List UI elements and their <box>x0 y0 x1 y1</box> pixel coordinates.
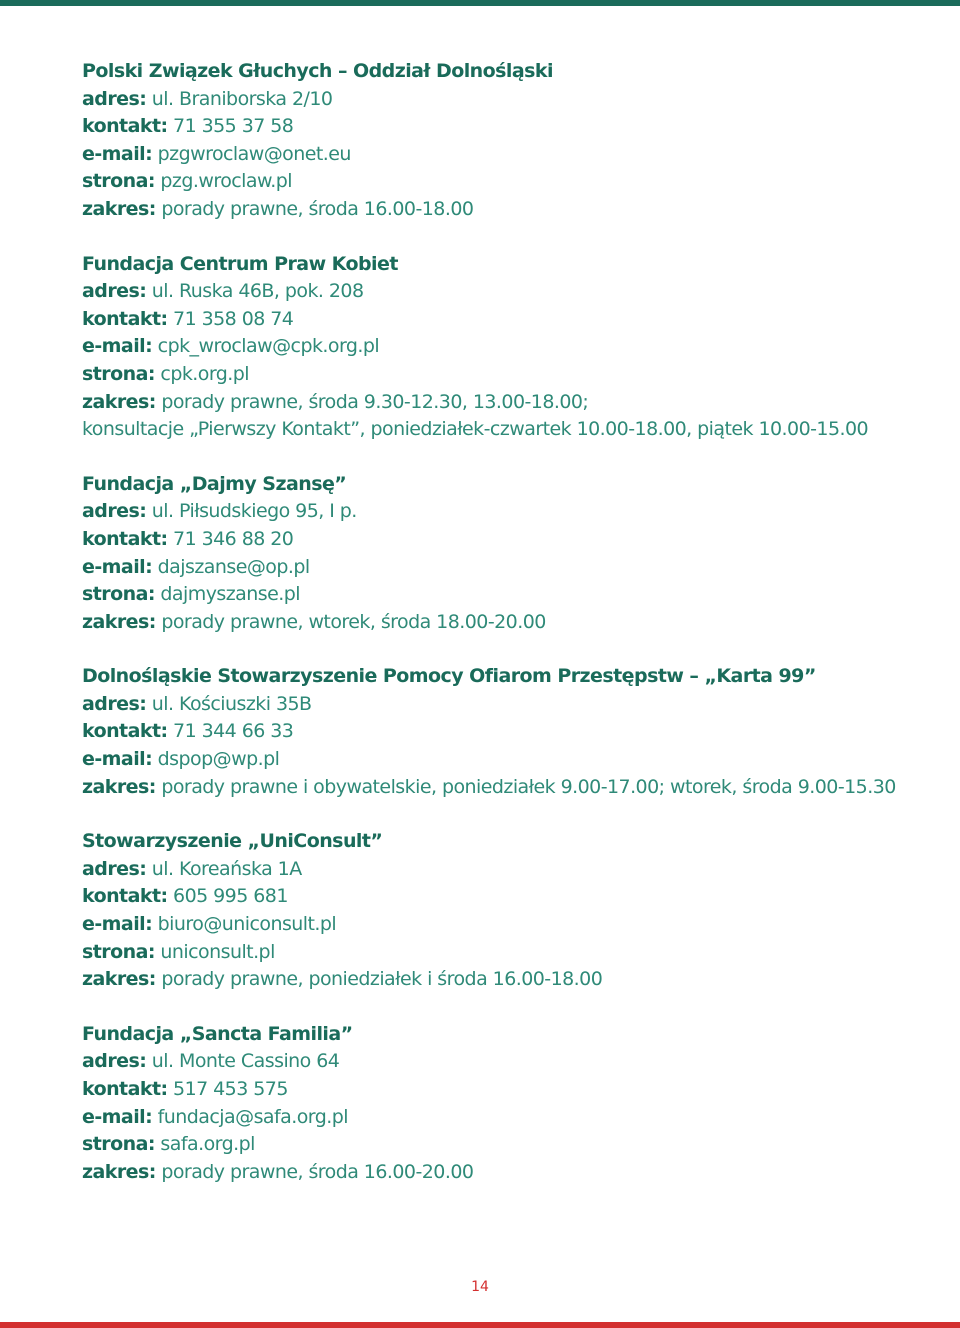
entry-detail-line <box>82 86 942 114</box>
entry-detail-line <box>82 1076 942 1104</box>
detail-label: e-mail: <box>82 913 153 936</box>
organization-name: Polski Związek Głuchych – Oddział Dolnośląski <box>82 60 553 82</box>
entry-detail-line <box>82 554 942 582</box>
entry-detail-line <box>82 1048 942 1076</box>
detail-value: 71 346 88 20 <box>173 527 294 550</box>
detail-value: 517 453 575 <box>173 1078 288 1100</box>
detail-label: zakres: <box>82 1160 156 1183</box>
detail-value: porady prawne, środa 9.30-12.30, 13.00-18.00; <box>161 390 589 413</box>
entry-detail-line <box>82 939 942 967</box>
detail-label: zakres: <box>82 968 156 991</box>
detail-label: zakres: <box>82 390 156 413</box>
entry-detail-line <box>82 1131 942 1159</box>
organization-entry <box>82 471 942 637</box>
detail-value: cpk_wroclaw@cpk.org.pl <box>157 335 380 358</box>
detail-value: fundacja@safa.org.pl <box>157 1105 348 1128</box>
detail-label: strona: <box>82 940 155 963</box>
detail-label: adres: <box>82 692 147 715</box>
page-number: 14 <box>471 1279 489 1295</box>
detail-value: porady prawne, wtorek, środa 18.00-20.00 <box>161 610 546 633</box>
detail-value: ul. Ruska 46B, pok. 208 <box>151 280 364 303</box>
detail-value: porady prawne i obywatelskie, poniedziałek 9.00-17.00; wtorek, środa 9.00-15.30 <box>161 775 896 798</box>
detail-label: adres: <box>82 500 147 523</box>
entry-detail-line <box>82 278 942 306</box>
detail-label: adres: <box>82 87 147 110</box>
detail-value: ul. Braniborska 2/10 <box>151 87 333 110</box>
detail-label: zakres: <box>82 775 156 798</box>
detail-value: porady prawne, środa 16.00-18.00 <box>161 197 474 220</box>
organization-entry <box>82 58 942 224</box>
entry-detail-line <box>82 306 942 334</box>
detail-label: adres: <box>82 857 147 880</box>
detail-value: 605 995 681 <box>173 885 288 908</box>
detail-label: e-mail: <box>82 142 153 165</box>
entry-detail-line <box>82 168 942 196</box>
entry-detail-line <box>82 856 942 884</box>
detail-value: dajmyszanse.pl <box>160 583 300 606</box>
detail-value: safa.org.pl <box>160 1133 255 1156</box>
detail-label: strona: <box>82 170 155 193</box>
detail-value: 71 358 08 74 <box>173 307 294 330</box>
detail-label: e-mail: <box>82 748 153 771</box>
entry-detail-line <box>82 113 942 141</box>
detail-value: pzg.wroclaw.pl <box>160 170 292 193</box>
entry-detail-line <box>82 333 942 361</box>
detail-label: adres: <box>82 280 147 303</box>
entry-detail-line <box>82 196 942 224</box>
organization-name: Stowarzyszenie „UniConsult” <box>82 830 383 853</box>
organization-name: Dolnośląskie Stowarzyszenie Pomocy Ofiarom Przestępstw – „Karta 99” <box>82 665 816 688</box>
organization-name: Fundacja „Dajmy Szansę” <box>82 472 347 495</box>
entry-detail-line <box>82 1159 942 1187</box>
bottom-color-bar <box>0 1322 960 1328</box>
entry-detail-line <box>82 966 942 994</box>
detail-label: kontakt: <box>82 720 168 743</box>
detail-value: 71 355 37 58 <box>173 115 294 138</box>
detail-value: cpk.org.pl <box>160 362 250 385</box>
detail-label: kontakt: <box>82 1078 168 1100</box>
organization-name: Fundacja „Sancta Familia” <box>82 1022 353 1045</box>
detail-value: ul. Koreańska 1A <box>151 857 302 880</box>
organization-entry <box>82 663 942 801</box>
entry-detail-line <box>82 416 942 444</box>
detail-value: ul. Monte Cassino 64 <box>151 1050 340 1073</box>
organization-entry <box>82 828 942 994</box>
detail-label: e-mail: <box>82 335 153 358</box>
detail-value: biuro@uniconsult.pl <box>157 913 337 936</box>
entry-detail-line <box>82 361 942 389</box>
entry-detail-line <box>82 609 942 637</box>
detail-label: kontakt: <box>82 307 168 330</box>
entry-detail-line <box>82 746 942 774</box>
detail-value: porady prawne, poniedziałek i środa 16.00-18.00 <box>161 968 603 991</box>
entry-detail-line <box>82 526 942 554</box>
entry-detail-line <box>82 691 942 719</box>
organization-entry <box>82 1021 942 1187</box>
detail-value: ul. Kościuszki 35B <box>151 692 312 715</box>
detail-label: e-mail: <box>82 1105 153 1128</box>
detail-value: 71 344 66 33 <box>173 720 294 743</box>
detail-value: dspop@wp.pl <box>157 748 280 771</box>
detail-label: strona: <box>82 1133 155 1156</box>
detail-label: strona: <box>82 583 155 606</box>
top-color-bar <box>0 0 960 6</box>
entry-detail-line <box>82 389 942 417</box>
directory-list <box>82 58 942 1213</box>
detail-label: e-mail: <box>82 555 153 578</box>
entry-detail-line <box>82 498 942 526</box>
detail-label: zakres: <box>82 197 156 220</box>
detail-label: kontakt: <box>82 115 168 138</box>
detail-label: kontakt: <box>82 527 168 550</box>
detail-value: pzgwroclaw@onet.eu <box>157 142 351 165</box>
detail-value: porady prawne, środa 16.00-20.00 <box>161 1160 474 1183</box>
entry-detail-line <box>82 718 942 746</box>
detail-label: adres: <box>82 1050 147 1073</box>
detail-value: uniconsult.pl <box>160 940 275 963</box>
entry-detail-line <box>82 774 942 802</box>
detail-value: dajszanse@op.pl <box>157 555 310 578</box>
detail-value: ul. Piłsudskiego 95, I p. <box>151 500 357 523</box>
entry-detail-line <box>82 1104 942 1132</box>
entry-detail-line <box>82 883 942 911</box>
entry-detail-line <box>82 581 942 609</box>
detail-label: kontakt: <box>82 885 168 908</box>
detail-label: strona: <box>82 362 155 385</box>
entry-detail-line <box>82 141 942 169</box>
detail-value: konsultacje „Pierwszy Kontakt”, poniedziałek-czwartek 10.00-18.00, piątek 10.00-15.00 <box>82 418 869 441</box>
entry-detail-line <box>82 911 942 939</box>
organization-name: Fundacja Centrum Praw Kobiet <box>82 252 398 275</box>
detail-label: zakres: <box>82 610 156 633</box>
organization-entry <box>82 251 942 444</box>
